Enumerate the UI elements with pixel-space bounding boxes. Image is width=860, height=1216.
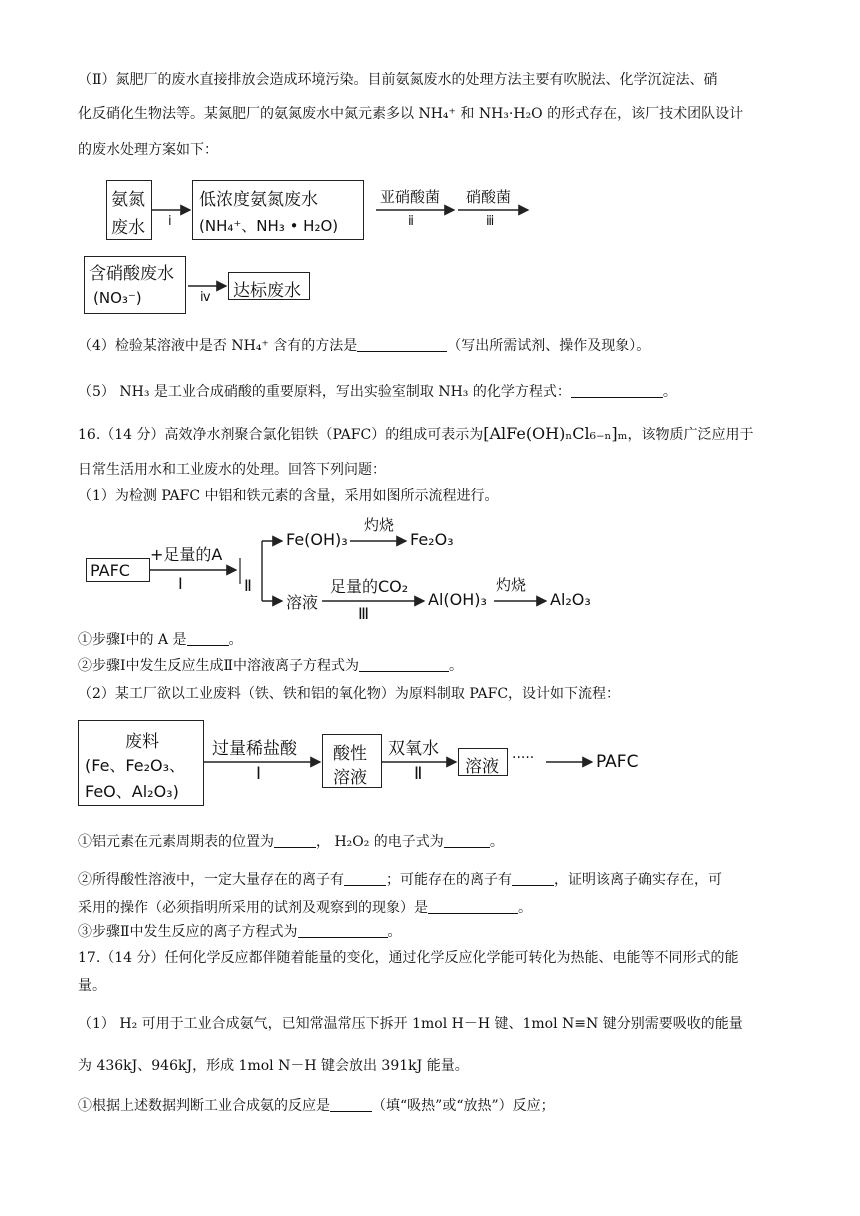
section2-line1: （Ⅱ）氮肥厂的废水直接排放会造成环境污染。目前氨氮废水的处理方法主要有吹脱法、化学沉淀法、硝 bbox=[78, 72, 718, 88]
box-acidic-solution: 酸性 溶液 bbox=[322, 734, 382, 788]
box-pafc: PAFC bbox=[86, 558, 150, 582]
dilute-hcl-label: 过量稀盐酸 bbox=[212, 739, 297, 759]
step-2-label: Ⅱ bbox=[244, 576, 252, 595]
box-ammonia-wastewater: 氨氮 废水 bbox=[106, 180, 152, 240]
step-iv-label: ⅳ bbox=[200, 290, 211, 305]
question-17-part1: （1） H₂ 可用于工业合成氨气，已知常温常压下拆开 1mol H－H 键、1mol N≡N 键分别需要吸收的能量 bbox=[78, 1016, 743, 1032]
al2o3-label: Al₂O₃ bbox=[550, 590, 591, 609]
question-16-part2: （2）某工厂欲以工业废料（铁、铁和铝的氧化物）为原料制取 PAFC，设计如下流程： bbox=[78, 686, 621, 702]
question-17-part1-line2: 为 436kJ、946kJ，形成 1mol N－H 键会放出 391kJ 能量。 bbox=[78, 1058, 469, 1074]
box-low-conc-wastewater: 低浓度氨氮废水 (NH₄⁺、NH₃ • H₂O) bbox=[192, 180, 364, 240]
question-16-2-c: ③步骤Ⅱ中发生反应的离子方程式为 。 bbox=[78, 924, 402, 940]
pafc-product-label: PAFC bbox=[596, 752, 639, 772]
step-2-label: Ⅱ bbox=[414, 764, 423, 784]
hydrogen-peroxide-label: 双氧水 bbox=[388, 739, 439, 759]
add-a-label: +足量的A bbox=[150, 545, 223, 564]
co2-label: 足量的CO₂ bbox=[330, 577, 409, 596]
calcine-label-2: 灼烧 bbox=[496, 576, 527, 594]
question-16-part1: （1）为检测 PAFC 中铝和铁元素的含量，采用如图所示流程进行。 bbox=[78, 488, 499, 504]
step-3-label: Ⅲ bbox=[358, 604, 370, 623]
question-4: （4）检验某溶液中是否 NH₄⁺ 含有的方法是 （写出所需试剂、操作及现象）。 bbox=[78, 338, 651, 354]
question-16-line2: 日常生活用水和工业废水的处理。回答下列问题： bbox=[78, 462, 386, 478]
fe2o3-label: Fe₂O₃ bbox=[410, 530, 454, 549]
solution-label: 溶液 bbox=[286, 593, 319, 612]
al-oh3-label: Al(OH)₃ bbox=[428, 590, 487, 609]
calcine-label-1: 灼烧 bbox=[364, 516, 395, 534]
step-i-label: ⅰ bbox=[168, 214, 172, 229]
box-nitrate-wastewater: 含硝酸废水 (NO₃⁻) bbox=[84, 256, 186, 314]
section2-line2: 化反硝化生物法等。某氮肥厂的氨氮废水中氮元素多以 NH₄⁺ 和 NH₃·H₂O 的形式存在，该厂技术团队设计 bbox=[78, 106, 744, 122]
box-compliant-wastewater: 达标废水 bbox=[228, 272, 310, 300]
question-17-line1: 17.（14 分）任何化学反应都伴随着能量的变化，通过化学反应化学能可转化为热能、电能等不同形式的能 bbox=[78, 950, 739, 966]
question-17-1-a: ①根据上述数据判断工业合成氨的反应是 （填“吸热”或“放热”）反应； bbox=[78, 1098, 555, 1114]
box-waste-material: 废料 (Fe、Fe₂O₃、 FeO、Al₂O₃) bbox=[78, 720, 204, 806]
fe-oh3-label: Fe(OH)₃ bbox=[286, 530, 348, 549]
question-16-1-a: ①步骤Ⅰ中的 A 是 。 bbox=[78, 632, 243, 648]
question-5: （5） NH₃ 是工业合成硝酸的重要原料，写出实验室制取 NH₃ 的化学方程式： 。 bbox=[78, 384, 677, 400]
step-1-label: Ⅰ bbox=[256, 764, 262, 784]
question-16-2-b: ②所得酸性溶液中，一定大量存在的离子有 ；可能存在的离子有 ，证明该离子确实存在，可 bbox=[78, 872, 722, 888]
box-solution: 溶液 bbox=[458, 748, 508, 776]
question-16-line1: 16.（14 分）高效净水剂聚合氯化铝铁（PAFC）的组成可表示为[AlFe(OH)ₙCl₆₋ₙ]ₘ，该物质广泛应用于 bbox=[78, 424, 754, 443]
nitrite-bacteria-label: 亚硝酸菌 bbox=[380, 188, 441, 206]
question-16-2-b2: 采用的操作（必须指明所采用的试剂及观察到的现象）是 。 bbox=[78, 900, 532, 916]
step-1-label: Ⅰ bbox=[178, 574, 183, 593]
question-16-1-b: ②步骤Ⅰ中发生反应生成Ⅱ中溶液离子方程式为 。 bbox=[78, 658, 464, 674]
step-ii-label: ⅱ bbox=[408, 214, 414, 229]
step-iii-label: ⅲ bbox=[486, 214, 495, 229]
pafc-formula: [AlFe(OH)ₙCl₆₋ₙ]ₘ bbox=[483, 424, 628, 443]
question-17-line2: 量。 bbox=[78, 978, 106, 994]
nitrate-bacteria-label: 硝酸菌 bbox=[466, 188, 512, 206]
question-16-2-a: ①铝元素在元素周期表的位置为 ， H₂O₂ 的电子式为 。 bbox=[78, 834, 504, 850]
section2-line3: 的废水处理方案如下： bbox=[78, 142, 218, 158]
ellipsis: ····· bbox=[512, 750, 535, 766]
